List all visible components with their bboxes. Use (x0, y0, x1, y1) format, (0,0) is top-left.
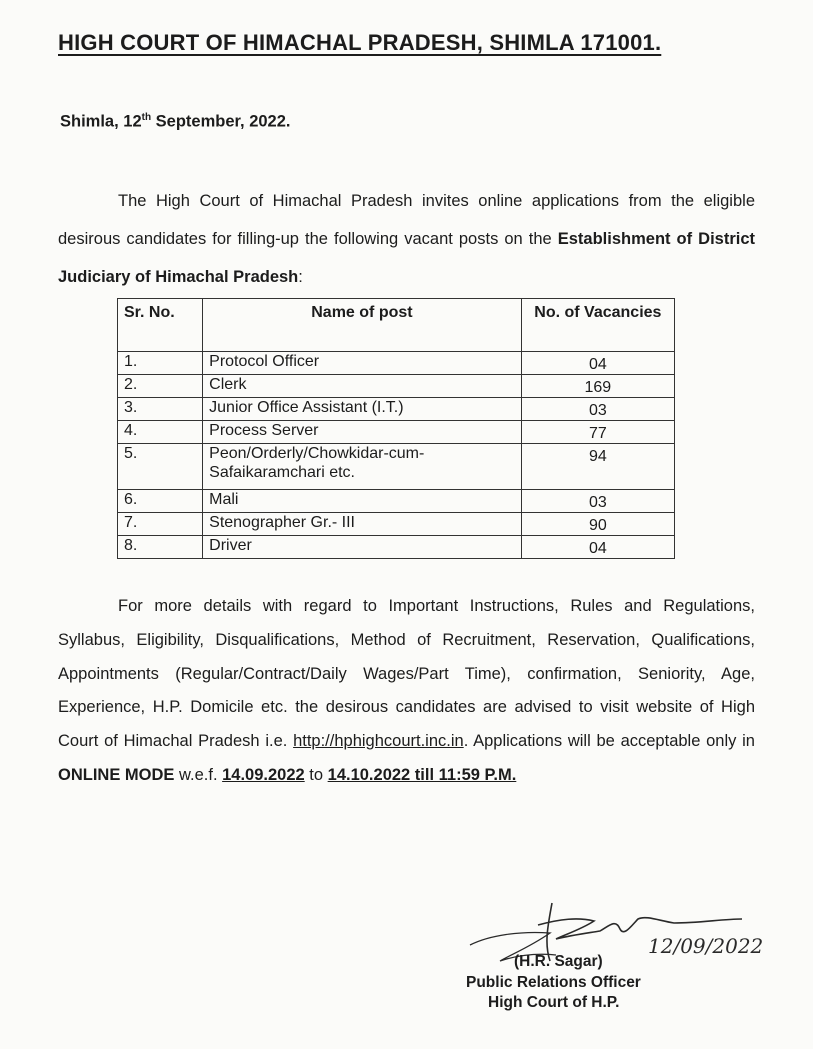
end-date: 14.10.2022 till 11:59 P.M. (327, 765, 517, 784)
start-date: 14.09.2022 (222, 765, 305, 784)
intro-paragraph: The High Court of Himachal Pradesh invites online applications from the eligible desirous candidates for filling-up the following vacant posts on the Establishment of District Judiciary of Himachal Pradesh: (58, 192, 756, 286)
vacancy-table (117, 298, 675, 559)
signatory-name: (H.R. Sagar) (514, 953, 603, 970)
table-header-row (118, 299, 675, 352)
place-date: Shimla, 12th September, 2022. (60, 112, 291, 131)
table-row: 4. Process Server 77 (118, 421, 675, 444)
establishment-name: Establishment of District Judiciary of Himachal Pradesh (58, 230, 756, 286)
page-title: HIGH COURT OF HIMACHAL PRADESH, SHIMLA 171001. (58, 30, 662, 55)
table-row: 2. Clerk 169 (118, 375, 675, 398)
signature-block (460, 895, 800, 1035)
signatory-office: High Court of H.P. (488, 994, 620, 1011)
table-row: 1. Protocol Officer 04 (118, 352, 675, 375)
details-paragraph: For more details with regard to Important Instructions, Rules and Regulations, Syllabus, Eligibility, Disqualifications, Method of Recruitment, Reservation, Qualifications, Appointments (Regular/Contract/Daily Wages/Part Time), confirmation, Seniority, Age, Experience, H.P. Domicile etc. the desirous candidates are advised to visit website of High Court of Himachal Pradesh i.e. http://hphighcourt.inc.in. Applications will be acceptable only in ONLINE MODE w.e.f. 14.09.2022 to 14.10.2022 till 11:59 P.M. (58, 597, 755, 784)
header-post-name: Name of post (203, 299, 522, 352)
online-mode-text: ONLINE MODE (58, 765, 175, 784)
table-row: 6. Mali 03 (118, 490, 675, 513)
handwritten-signature (460, 895, 800, 1035)
website-link[interactable]: http://hphighcourt.inc.in (293, 732, 464, 751)
svg-text:12/09/2022: 12/09/2022 (648, 934, 764, 958)
table-row: 3. Junior Office Assistant (I.T.) 03 (118, 398, 675, 421)
table-row: 5. Peon/Orderly/Chowkidar-cum-Safaikaramchari etc. 94 (118, 444, 675, 490)
signatory-designation: Public Relations Officer (466, 974, 641, 991)
table-row: 7. Stenographer Gr.- III 90 (118, 513, 675, 536)
header-vacancies: No. of Vacancies (521, 299, 674, 352)
header-sr-no: Sr. No. (118, 299, 203, 352)
table-row: 8. Driver 04 (118, 536, 675, 559)
